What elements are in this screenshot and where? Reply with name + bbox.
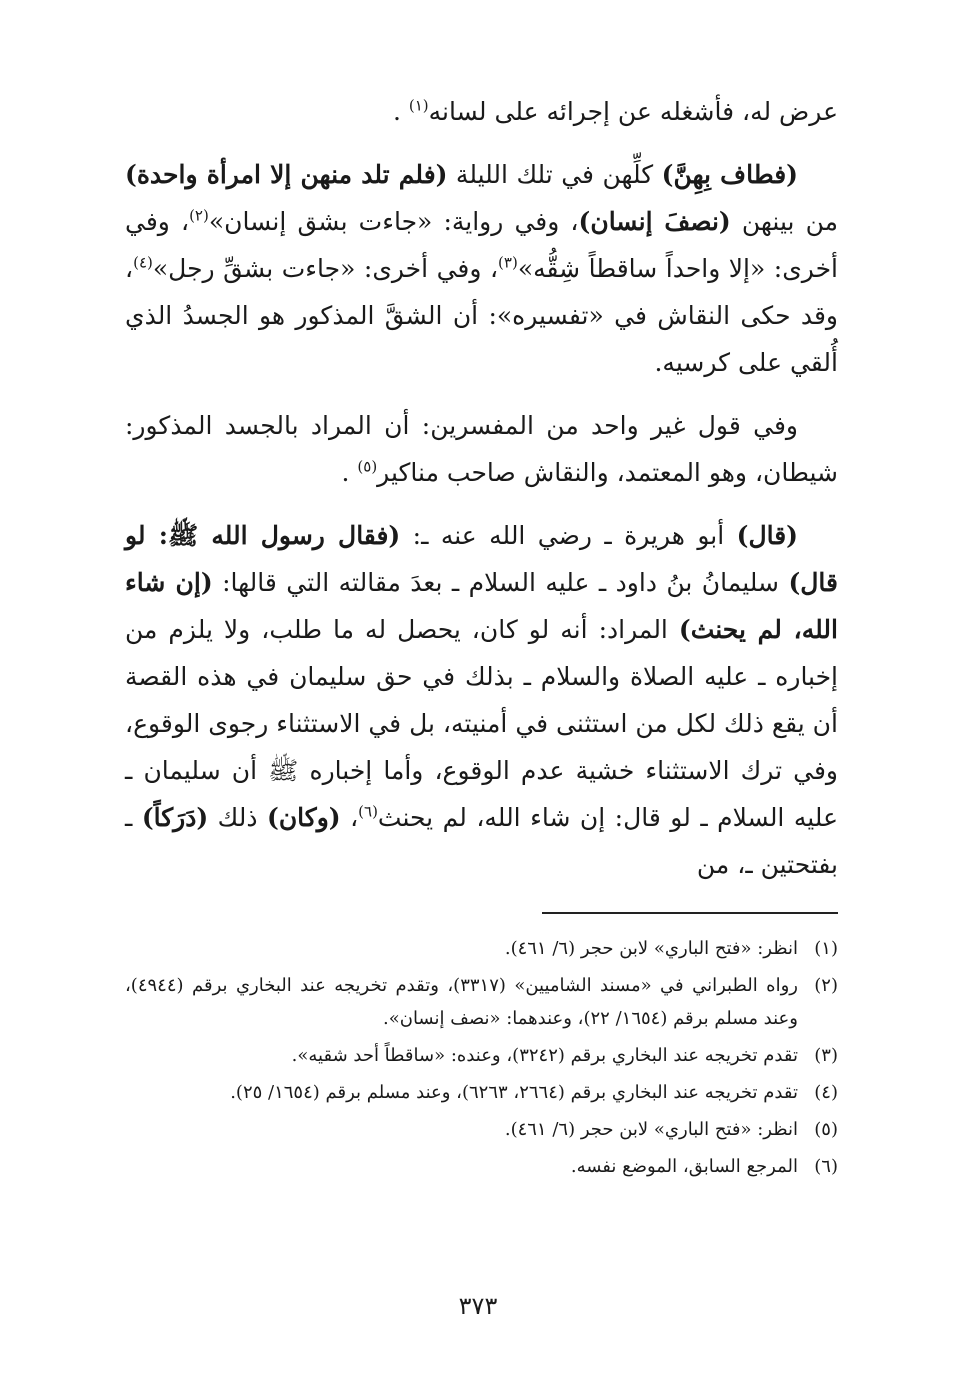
footnote-number: (٦) [814, 1156, 838, 1177]
footnote-ref: (٣) [498, 253, 518, 272]
paragraph [125, 151, 838, 386]
footnote-number: (٤) [814, 1082, 838, 1103]
footnote-text: رواه الطبراني في «مسند الشاميين» (٣٣١٧)، وتقدم تخريجه عند البخاري برقم (٤٩٤٤)، وعند مسلم برقم (١٦٥٤/ ٢٢)، وعندهما: «نصف إنسان». [125, 975, 798, 1029]
bold-quote: (قال) [736, 521, 799, 550]
page-number: ٣٧٣ [458, 1292, 498, 1320]
footnotes [125, 932, 838, 1183]
text-run: ، وفي أخرى: «إلا واحداً ساقطاً شِقُّه» [125, 207, 838, 283]
footnote-ref: (٥) [357, 457, 378, 476]
footnote-text: تقدم تخريجه عند البخاري برقم (٣٢٤٢)، وعنده: «ساقطاً أحد شقيه». [291, 1045, 798, 1066]
footnote-text: المرجع السابق، الموضع نفسه. [570, 1156, 798, 1177]
footnote-text: انظر: «فتح الباري» لابن حجر (٦/ ٤٦١). [504, 1119, 798, 1140]
text-run: . [392, 97, 409, 126]
footnote-item [125, 932, 838, 965]
paragraph [125, 88, 838, 135]
footnote-number: (١) [814, 938, 838, 959]
bold-quote: (فقال رسول الله ﷺ: لو قال) [125, 521, 838, 597]
text-run: . [341, 458, 358, 487]
footnote-number: (٢) [814, 975, 838, 996]
bold-quote: (وكان) [266, 803, 341, 832]
text-run: كلِّهن في تلك الليلة [447, 160, 662, 189]
footnote-ref: (١) [408, 96, 429, 115]
footnote-item [125, 1039, 838, 1072]
text-run: عرض له، فأشغله عن إجرائه على لسانه [428, 97, 838, 126]
footnote-text: انظر: «فتح الباري» لابن حجر (٦/ ٤٦١). [504, 938, 798, 959]
paragraph [125, 512, 838, 888]
footnote-number: (٣) [814, 1045, 838, 1066]
bold-quote: (فلم تلد منهن إلا امرأة واحدة) [125, 160, 448, 189]
footnote-ref: (٦) [358, 802, 378, 821]
text-run: ، وفي أخرى: «جاءت بشقِّ رجل» [152, 254, 499, 283]
text-run: ـ بفتحتين ـ، من [125, 803, 838, 879]
text-run: أبو هريرة ـ رضي الله عنه ـ: [400, 521, 737, 550]
text-run: ، وقد حكى النقاش في «تفسيره»: أن الشقَّ المذكور هو الجسدُ الذي أُلقي على كرسيه. [125, 254, 838, 377]
text-run: سليمانُ بنُ داود ـ عليه السلام ـ بعدَ مقالته التي قالها: [212, 568, 789, 597]
text-run: ذلك [208, 803, 267, 832]
bold-quote: (إن شاء الله، لم يحنث) [125, 568, 838, 644]
footnote-ref: (٢) [189, 206, 209, 225]
footnote-item [125, 1076, 838, 1109]
text-run: المراد: أنه لو كان، يحصل له ما طلب، ولا يلزم من إخباره ـ عليه الصلاة والسلام ـ بذلك في حق سليمان في هذه القصة أن يقع ذلك لكل من استثنى في أمنيته، بل في الاستثناء رجوى الوقوع، وفي ترك الاستثناء خشية عدم الوقوع، وأما إخباره ﷺ أن سليمان ـ عليه السلام ـ لو قال: إن شاء الله، لم يحنث [125, 615, 838, 832]
paragraph [125, 402, 838, 496]
text-run: من بينهن [730, 207, 838, 236]
text-run: وفي قول غير واحد من المفسرين: أن المراد بالجسد المذكور: شيطان، وهو المعتمد، والنقاش صاحب مناكير [125, 411, 838, 487]
footnote-item [125, 1150, 838, 1183]
bold-quote: (دَرَكاً) [141, 803, 209, 832]
main-text [125, 88, 838, 888]
bold-quote: (فطاف بِهِنَّ) [661, 160, 798, 189]
footnote-text: تقدم تخريجه عند البخاري برقم (٢٦٦٤، ٦٢٦٣)، وعند مسلم برقم (١٦٥٤/ ٢٥). [230, 1082, 798, 1103]
footnote-separator [542, 912, 838, 914]
text-run: ، وفي رواية: «جاءت بشق إنسان» [208, 207, 579, 236]
footnote-item [125, 1113, 838, 1146]
text-run: ، [340, 803, 359, 832]
footnote-number: (٥) [814, 1119, 838, 1140]
bold-quote: (نصفَ إنسان) [578, 207, 731, 236]
footnote-ref: (٤) [133, 253, 153, 272]
footnote-item [125, 969, 838, 1035]
